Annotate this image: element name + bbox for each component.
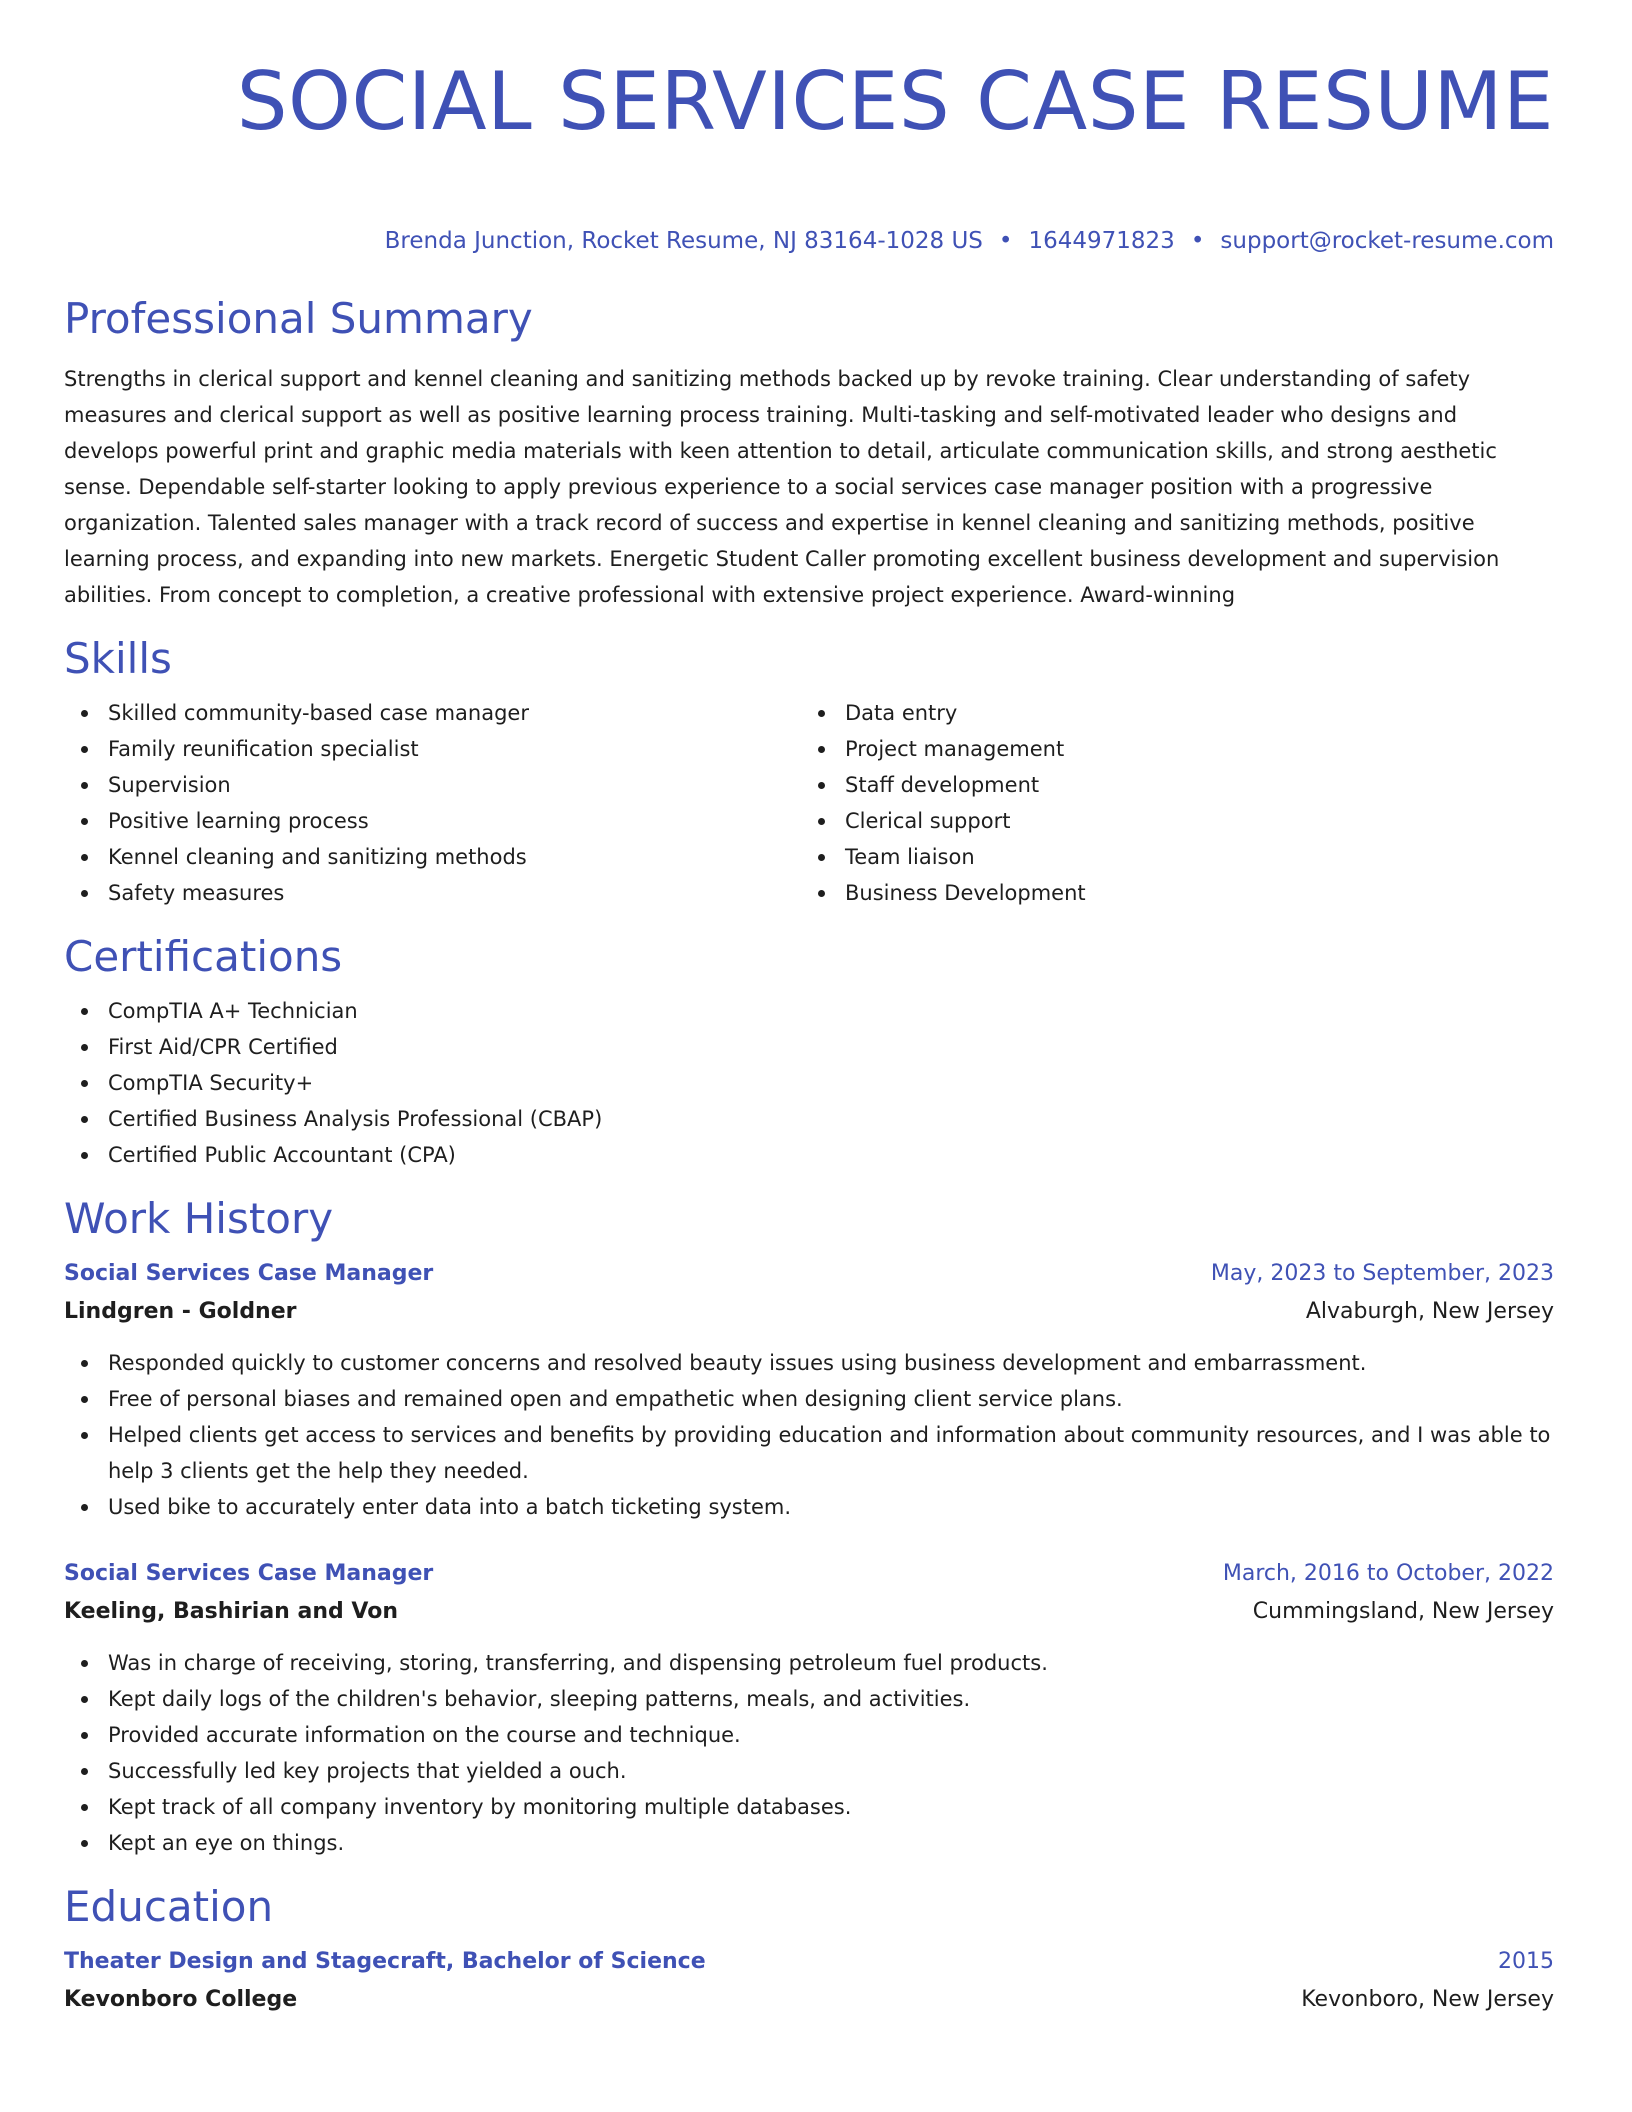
contact-email: support@rocket-resume.com — [1220, 228, 1554, 254]
resume-header — [64, 0, 1554, 255]
skill-item: Skilled community-based case manager — [64, 695, 801, 731]
education-school: Kevonboro College — [64, 1987, 298, 2012]
job-company-row — [64, 1593, 1554, 1631]
education-heading: Education — [64, 1882, 274, 1931]
skills-list-right — [801, 695, 1538, 911]
certifications-heading: Certifications — [64, 932, 343, 981]
job-bullet: Used bike to accurately enter data into a batch ticketing system. — [64, 1489, 1554, 1525]
education-location: Kevonboro, New Jersey — [1301, 1987, 1554, 2012]
job-bullet: Kept daily logs of the children's behavior, sleeping patterns, meals, and activities. — [64, 1681, 1554, 1717]
certification-item: First Aid/CPR Certified — [64, 1029, 1554, 1065]
skills-grid — [64, 695, 1554, 911]
skills-heading: Skills — [64, 634, 172, 683]
job-company: Lindgren - Goldner — [64, 1299, 297, 1324]
skill-item: Staff development — [801, 767, 1538, 803]
certification-item: Certified Public Accountant (CPA) — [64, 1137, 1554, 1173]
contact-line — [64, 227, 1554, 255]
education-school-row — [64, 1981, 1554, 2019]
summary-section — [64, 293, 1554, 613]
contact-phone: 1644971823 — [1028, 228, 1175, 254]
job-header-row — [64, 1555, 1554, 1593]
job-bullet: Responded quickly to customer concerns and resolved beauty issues using business development and embarrassment. — [64, 1345, 1554, 1381]
skills-section — [64, 633, 1554, 911]
skill-item: Team liaison — [801, 839, 1538, 875]
skill-item: Kennel cleaning and sanitizing methods — [64, 839, 801, 875]
job-company-row — [64, 1293, 1554, 1331]
certifications-list — [64, 993, 1554, 1173]
job-dates: May, 2023 to September, 2023 — [1210, 1261, 1554, 1286]
job-bullet: Kept an eye on things. — [64, 1825, 1554, 1861]
job-entry — [64, 1555, 1554, 1861]
skills-list-left — [64, 695, 801, 911]
certification-item: Certified Business Analysis Professional (CBAP) — [64, 1101, 1554, 1137]
skill-item: Project management — [801, 731, 1538, 767]
summary-heading: Professional Summary — [64, 294, 533, 343]
job-location: Alvaburgh, New Jersey — [1305, 1299, 1554, 1324]
certification-item: CompTIA Security+ — [64, 1065, 1554, 1101]
work-history-heading: Work History — [64, 1194, 334, 1243]
certifications-section — [64, 931, 1554, 1173]
job-header-row — [64, 1255, 1554, 1293]
job-bullet: Kept track of all company inventory by monitoring multiple databases. — [64, 1789, 1554, 1825]
job-bullet: Free of personal biases and remained open and empathetic when designing client service plans. — [64, 1381, 1554, 1417]
contact-address: Brenda Junction, Rocket Resume, NJ 83164-1028 US — [384, 228, 983, 254]
resume-page — [64, 0, 1554, 2019]
job-title: Social Services Case Manager — [64, 1261, 434, 1286]
education-year: 2015 — [1498, 1949, 1554, 1974]
education-section — [64, 1881, 1554, 2019]
resume-title: SOCIAL SERVICES CASE RESUME — [236, 55, 1554, 148]
skill-item: Business Development — [801, 875, 1538, 911]
skill-item: Clerical support — [801, 803, 1538, 839]
skill-item: Positive learning process — [64, 803, 801, 839]
skill-item: Family reunification specialist — [64, 731, 801, 767]
certification-item: CompTIA A+ Technician — [64, 993, 1554, 1029]
job-company: Keeling, Bashirian and Von — [64, 1599, 398, 1624]
work-history-section — [64, 1193, 1554, 1861]
job-bullet: Provided accurate information on the course and technique. — [64, 1717, 1554, 1753]
skill-item: Supervision — [64, 767, 801, 803]
skill-item: Data entry — [801, 695, 1538, 731]
skill-item: Safety measures — [64, 875, 801, 911]
job-location: Cummingsland, New Jersey — [1252, 1599, 1554, 1624]
contact-separator: • — [998, 228, 1013, 254]
job-bullets — [64, 1345, 1554, 1525]
job-bullet: Helped clients get access to services and benefits by providing education and information about community resources, and I was able to help 3 clients get the help they needed. — [64, 1417, 1554, 1489]
summary-text: Strengths in clerical support and kennel cleaning and sanitizing methods backed up by revoke training. Clear understanding of safety measures and clerical support as well as positive learning process training. Multi-tasking and self-motivated leader who designs and develops powerful print and graphic media materials with keen attention to detail, articulate communication skills, and strong aesthetic sense. Dependable self-starter looking to apply previous experience to a social services case manager position with a progressive organization. Talented sales manager with a track record of success and expertise in kennel cleaning and sanitizing methods, positive learning process, and expanding into new markets. Energetic Student Caller promoting excellent business development and supervision abilities. From concept to completion, a creative professional with extensive project experience. Award-winning — [64, 367, 1500, 607]
job-title: Social Services Case Manager — [64, 1561, 434, 1586]
job-bullet: Was in charge of receiving, storing, transferring, and dispensing petroleum fuel products. — [64, 1645, 1554, 1681]
education-degree: Theater Design and Stagecraft, Bachelor of Science — [64, 1949, 706, 1974]
education-header-row — [64, 1943, 1554, 1981]
job-entry — [64, 1255, 1554, 1525]
job-dates: March, 2016 to October, 2022 — [1222, 1561, 1554, 1586]
job-bullets — [64, 1645, 1554, 1861]
education-entry — [64, 1943, 1554, 2019]
contact-separator: • — [1190, 228, 1205, 254]
job-bullet: Successfully led key projects that yielded a ouch. — [64, 1753, 1554, 1789]
